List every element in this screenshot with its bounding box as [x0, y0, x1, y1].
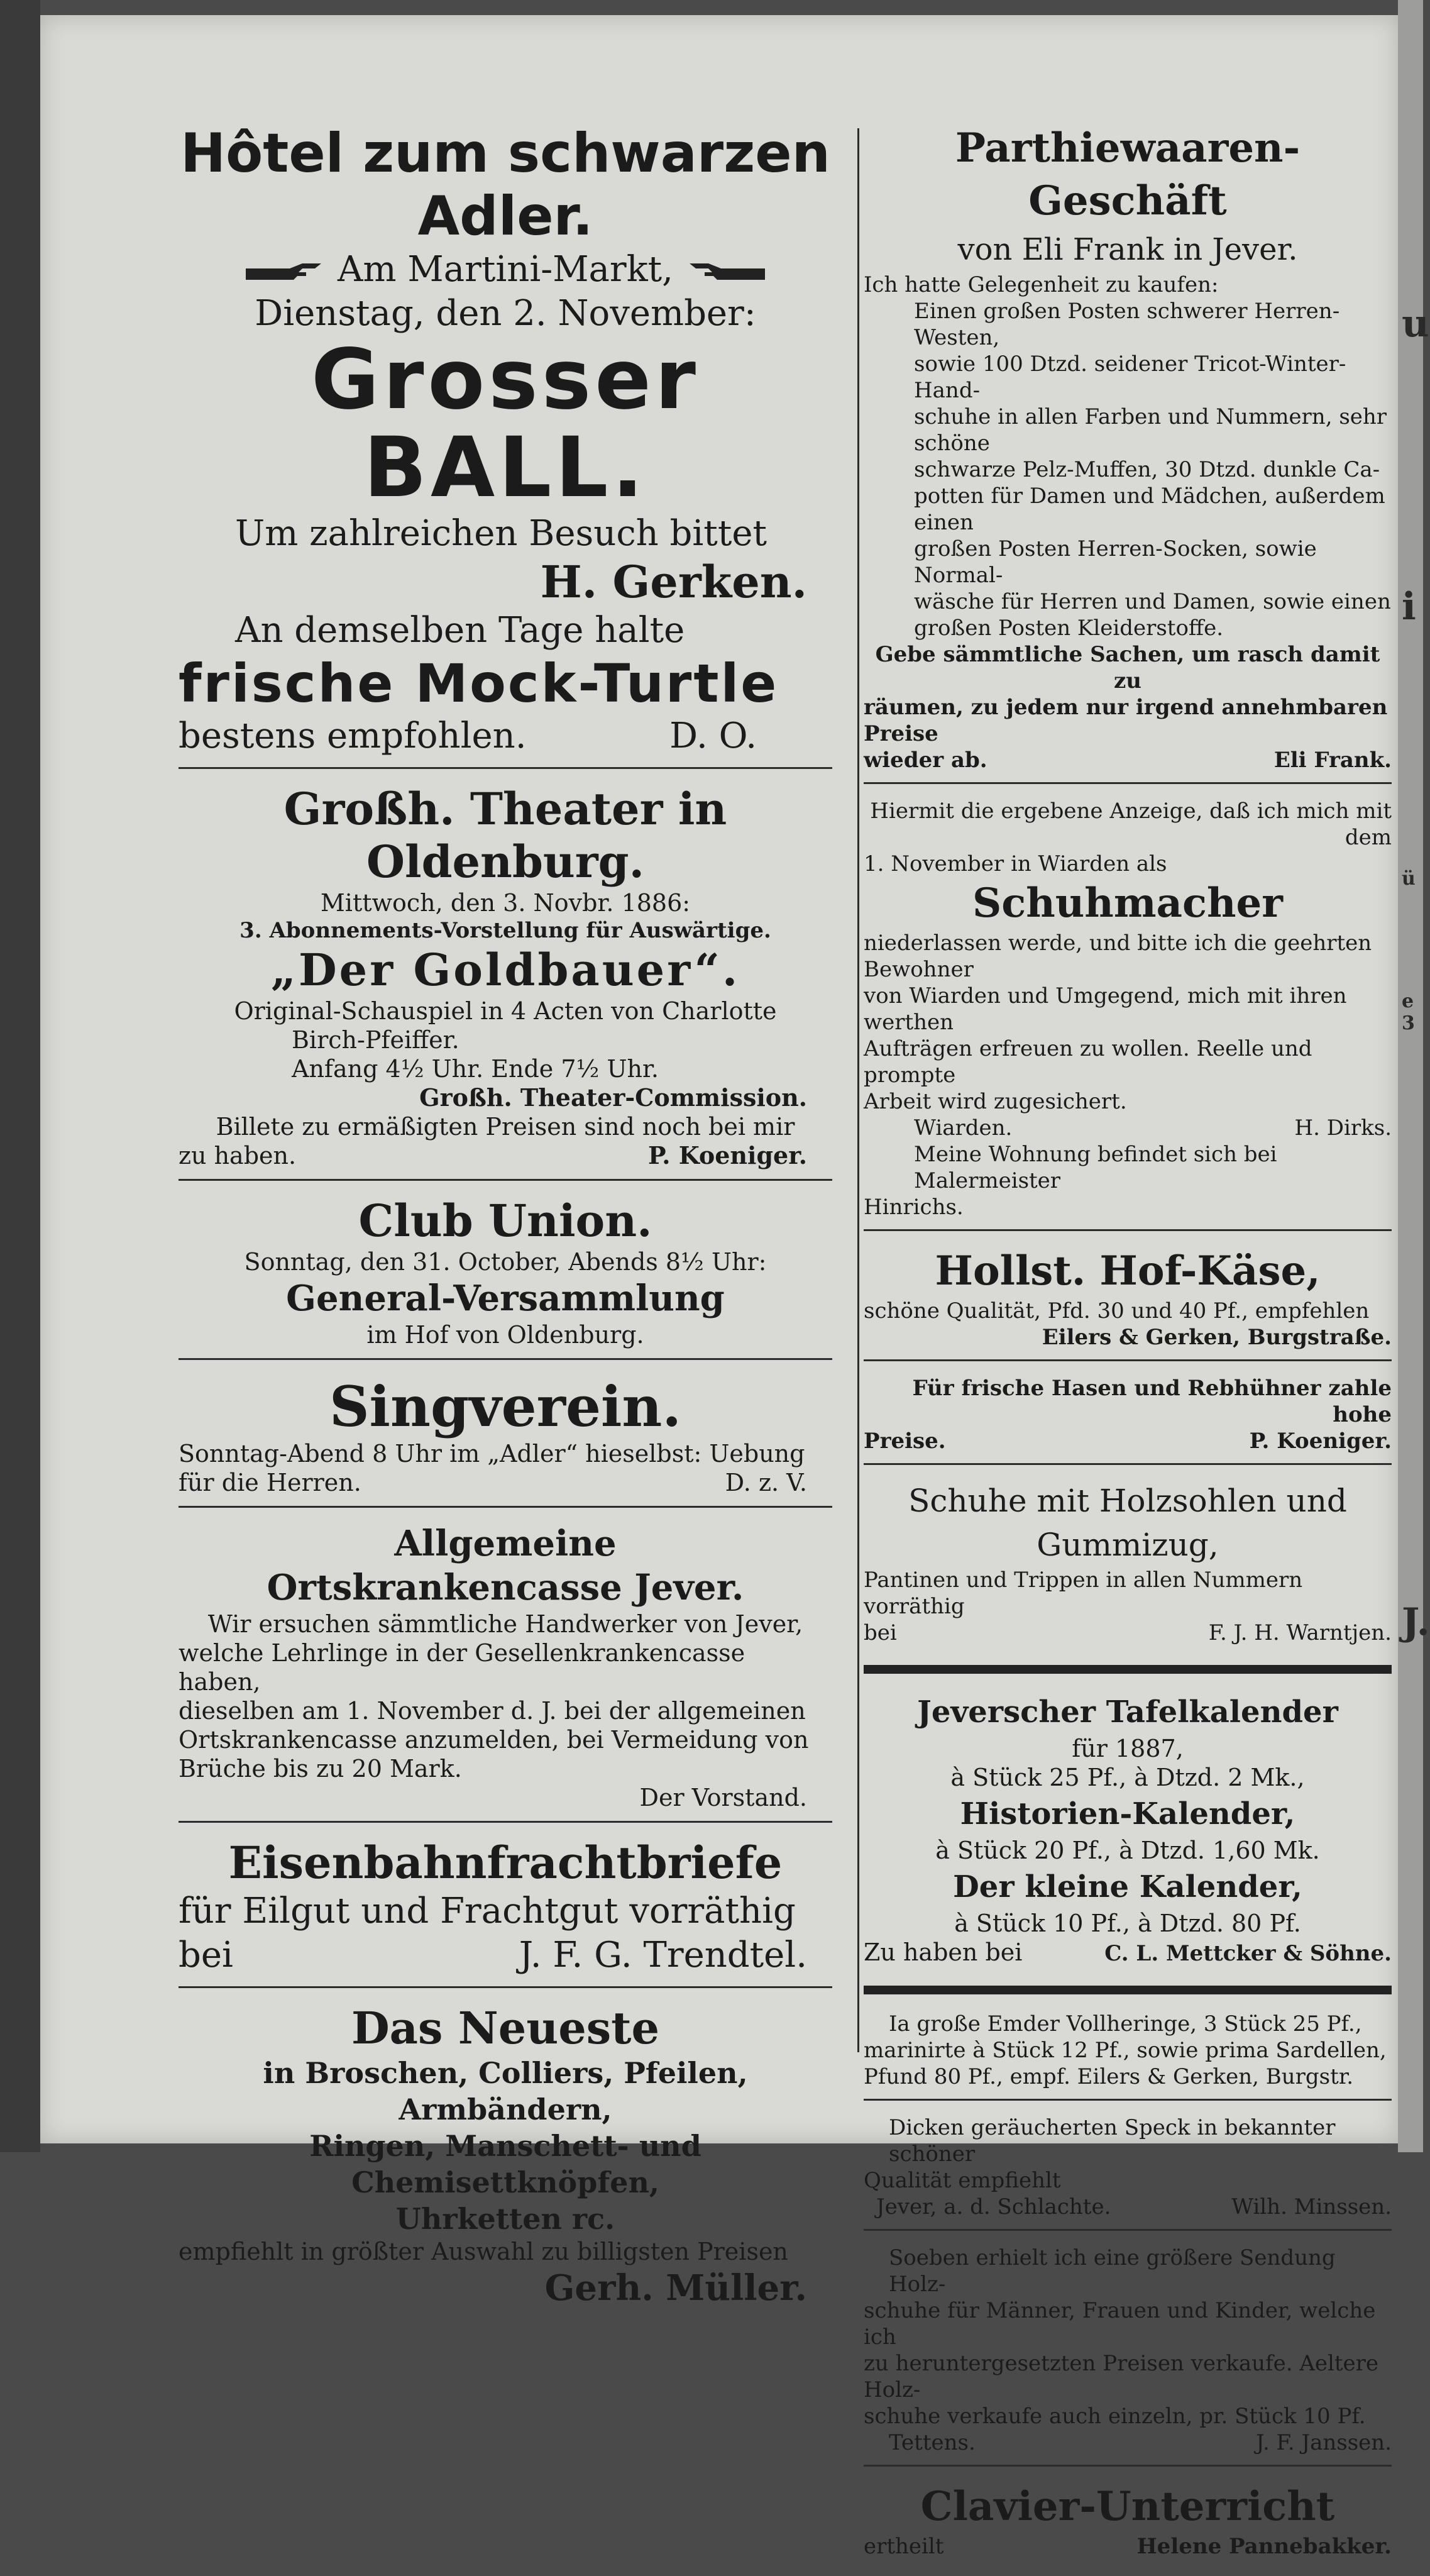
ad-title: Clavier-Unterricht [920, 2483, 1335, 2530]
ad-heringe [864, 2004, 1392, 2101]
heavy-rule [864, 1665, 1392, 1674]
ad-desc-1: Original-Schauspiel in 4 Acten von Charlotte [234, 997, 777, 1025]
fragment-2: i [1402, 585, 1416, 629]
pointing-hand-right-icon [245, 260, 326, 285]
ad-line-7: wäsche für Herren und Damen, sowie einen [914, 589, 1391, 614]
ad-abonnement: 3. Abonnements-Vorstellung für Auswärtige. [239, 918, 771, 943]
ad-title: Eisenbahnfrachtbriefe [228, 1837, 783, 1889]
ad-line-2: für die Herren. [179, 1469, 361, 1496]
ad-line-8: großen Posten Kleiderstoffe. [914, 616, 1224, 641]
ad-title: Das Neueste [351, 2002, 660, 2054]
ad-line-1: Hiermit die ergebene Anzeige, daß ich mich mit dem [870, 799, 1392, 850]
ad-text-4: Ortskrankencasse anzumelden, bei Vermeidung von [179, 1726, 809, 1754]
heavy-rule [864, 1986, 1392, 1994]
ad-line-2: schuhe für Männer, Frauen und Kinder, welche ich [864, 2298, 1376, 2350]
ad-line-6: Arbeit wird zugesichert. [864, 1089, 1127, 1114]
ad-title-2: Ortskrankencasse Jever. [267, 1567, 744, 1608]
ad-invite: Um zahlreichen Besuch bittet [235, 513, 767, 554]
ad-place: Jever, a. d. Schlachte. [876, 2194, 1111, 2219]
ad-title: Club Union. [358, 1195, 652, 1247]
ad-title: Schuhmacher [972, 880, 1283, 927]
ad-line-4: schuhe verkaufe auch einzeln, pr. Stück 10 Pf. [864, 2404, 1366, 2429]
ad-line-1: für 1887, [1072, 1735, 1184, 1762]
ad-signature: P. Koeniger. [1249, 1429, 1392, 1454]
ad-signature: Wilh. Minssen. [1231, 2194, 1392, 2219]
adjacent-page-edge [1398, 0, 1430, 2152]
ad-date: Dienstag, den 2. November: [255, 293, 756, 334]
ad-clavier [864, 2474, 1392, 2568]
ad-play-title: „Der Goldbauer“. [270, 944, 740, 996]
ad-line-2: Ringen, Manschett- und Chemisettknöpfen, [309, 2129, 701, 2199]
ad-line-3: Pfund 80 Pf., empf. Eilers & Gerken, Burgstr. [864, 2064, 1354, 2089]
ad-title: Parthiewaaren-Geschäft [955, 124, 1301, 224]
ad-headline-ball: Grosser BALL. [311, 331, 700, 516]
ad-kalender [864, 1684, 1392, 1976]
ad-line-3: Uhrketten rc. [395, 2202, 615, 2236]
ad-place: Wiarden. [914, 1115, 1013, 1141]
ad-ertheilt: ertheilt [864, 2534, 944, 2559]
ad-line-9: Gebe sämmtliche Sachen, um rasch damit zu [875, 642, 1380, 694]
ad-time: Anfang 4½ Uhr. Ende 7½ Uhr. [292, 1055, 659, 1083]
ad-text-1: Wir ersuchen sämmtliche Handwerker von Jever, [207, 1610, 803, 1638]
ad-event: General-Versammlung [286, 1278, 725, 1319]
ad-line-5: potten für Damen und Mädchen, außerdem einen [914, 484, 1385, 535]
ad-title-1: Allgemeine [394, 1523, 617, 1564]
ad-line-4: von Wiarden und Umgegend, mich mit ihren werthen [864, 983, 1347, 1035]
ad-line-11: wieder ab. [864, 748, 987, 773]
ad-text-2: welche Lehrlinge in der Gesellenkrankencasse haben, [179, 1639, 745, 1696]
ad-title: Jeverscher Tafelkalender [917, 1694, 1338, 1730]
ad-hof-kaese [864, 1239, 1392, 1361]
ad-line-0: Ich hatte Gelegenheit zu kaufen: [864, 272, 1219, 297]
left-column [179, 116, 832, 2326]
ad-commission: Großh. Theater-Commission. [419, 1083, 807, 1112]
right-column [864, 116, 1392, 2576]
ad-hotel-adler [179, 116, 832, 769]
ad-signature: Gerh. Müller. [544, 2267, 807, 2309]
ad-heading-2: Historien-Kalender, [960, 1796, 1295, 1832]
ad-line-2: marinirte à Stück 12 Pf., sowie prima Sardellen, [864, 2038, 1387, 2063]
scan-edge [0, 0, 40, 2152]
ad-signature: Eli Frank. [1273, 748, 1392, 773]
ad-line-1: für Eilgut und Frachtgut vorräthig [179, 1891, 796, 1932]
ad-signature: F. J. H. Warntjen. [1208, 1620, 1392, 1645]
ad-eisenbahnfrachtbriefe [179, 1830, 832, 1988]
ad-line-9: Hinrichs. [864, 1195, 964, 1220]
ad-schuhmacher [864, 792, 1392, 1231]
ad-signature: C. L. Mettcker & Söhne. [1104, 1941, 1392, 1966]
ad-title: Hôtel zum schwarzen Adler. [180, 122, 830, 248]
ad-place: Tettens. [889, 2430, 976, 2455]
ad-title: Schuhe mit Holzsohlen und Gummizug, [908, 1483, 1347, 1563]
ad-title: Hollst. Hof-Käse, [935, 1247, 1321, 1295]
ad-text-3: dieselben am 1. November d. J. bei der allgemeinen [179, 1697, 806, 1725]
ad-line-1: Einen großen Posten schwerer Herren-Westen, [914, 299, 1340, 350]
ad-theater [179, 777, 832, 1181]
ad-line-6: großen Posten Herren-Socken, sowie Normal- [914, 536, 1317, 588]
ad-line-3: à Stück 20 Pf., à Dtzd. 1,60 Mk. [935, 1837, 1320, 1864]
ad-have: zu haben. [179, 1142, 297, 1169]
ad-line-1: in Broschen, Colliers, Pfeilen, Armbändern, [263, 2056, 748, 2126]
ad-signature: H. Dirks. [1294, 1115, 1392, 1141]
ad-holzsohlen [864, 1473, 1392, 1655]
ad-line-4: schwarze Pelz-Muffen, 30 Dtzd. dunkle Ca- [914, 457, 1380, 482]
ad-text-5: Brüche bis zu 20 Mark. [179, 1755, 462, 1783]
ad-line-1: schöne Qualität, Pfd. 30 und 40 Pf., empfehlen [864, 1298, 1370, 1324]
ad-line-8: Meine Wohnung befindet sich bei Malermeister [914, 1142, 1277, 1193]
ad-signature: Eilers & Gerken, Burgstraße. [1042, 1325, 1392, 1350]
newspaper-page [40, 15, 1398, 2559]
ad-club-union [179, 1188, 832, 1360]
ad-title: Großh. Theater in Oldenburg. [283, 783, 727, 888]
ad-title: Singverein. [329, 1374, 681, 1439]
ad-line-4: empfiehlt in größter Auswahl zu billigsten Preisen [179, 2238, 788, 2265]
ad-signature: Der Vorstand. [639, 1784, 807, 1811]
ad-date: Mittwoch, den 3. Novbr. 1886: [320, 889, 691, 917]
ad-line-10: räumen, zu jedem nur irgend annehmbaren Preise [864, 695, 1388, 746]
ad-line-1: Pantinen und Trippen in allen Nummern vorräthig [864, 1567, 1303, 1619]
ad-ortskrankencasse [179, 1515, 832, 1823]
ad-line-2: Qualität empfiehlt [864, 2168, 1061, 2193]
ad-line-2: Preise. [864, 1429, 946, 1454]
ad-line-1: Soeben erhielt ich eine größere Sendung Holz- [889, 2245, 1336, 2297]
ad-initials: D. O. [669, 716, 757, 756]
ad-heading-3: Der kleine Kalender, [953, 1869, 1302, 1904]
ad-line-2: 1. November in Wiarden als [864, 851, 1167, 876]
ad-mock-turtle: frische Mock-Turtle [179, 653, 779, 714]
ad-line-1: Für frische Hasen und Rebhühner zahle hohe [912, 1376, 1392, 1427]
ad-parthiewaaren [864, 116, 1392, 784]
ad-seller: P. Koeniger. [647, 1141, 807, 1169]
ad-signature: J. F. G. Trendtel. [519, 1935, 807, 1976]
pointing-hand-left-icon [685, 260, 766, 285]
ad-line-1: Dicken geräucherten Speck in bekannter schöner [889, 2115, 1336, 2167]
ad-line-1: Ia große Emder Vollheringe, 3 Stück 25 Pf., [889, 2011, 1362, 2037]
fragment-3: ü [1402, 868, 1416, 890]
ad-signature: D. z. V. [725, 1469, 807, 1496]
ad-line-3: niederlassen werde, und bitte ich die geehrten Bewohner [864, 931, 1372, 982]
ad-singverein [179, 1368, 832, 1508]
ad-signature: J. F. Janssen. [1255, 2430, 1392, 2455]
ad-line-1: Sonntag-Abend 8 Uhr im „Adler“ hieselbst: Uebung [179, 1440, 805, 1468]
ad-line-4: à Stück 10 Pf., à Dtzd. 80 Pf. [954, 1910, 1301, 1937]
ad-hasen [864, 1369, 1392, 1465]
ad-subtitle: Am Martini-Markt, [338, 249, 673, 290]
ad-also: An demselben Tage halte [235, 610, 685, 651]
ad-line-2: à Stück 25 Pf., à Dtzd. 2 Mk., [950, 1764, 1305, 1791]
ad-bei: bei [864, 1620, 897, 1645]
ad-line-2: sowie 100 Dtzd. seidener Tricot-Winter-Hand- [914, 351, 1346, 403]
column-divider [857, 128, 859, 2052]
fragment-4: e 3 [1402, 990, 1415, 1034]
ad-subtitle: von Eli Frank in Jever. [957, 232, 1298, 267]
ad-speck [864, 2108, 1392, 2231]
ad-place: im Hof von Oldenburg. [366, 1321, 644, 1349]
ad-line-3: zu heruntergesetzten Preisen verkaufe. Aeltere Holz- [864, 2351, 1379, 2402]
ad-line-3: schuhe in allen Farben und Nummern, sehr schöne [914, 404, 1387, 456]
ad-tickets: Billete zu ermäßigten Preisen sind noch bei mir [216, 1113, 795, 1141]
fragment-1: u [1402, 302, 1429, 346]
ad-line-5: Aufträgen erfreuen zu wollen. Reelle und prompte [864, 1036, 1312, 1088]
ad-bei: Zu haben bei [864, 1938, 1023, 1966]
ad-date: Sonntag, den 31. October, Abends 8½ Uhr: [244, 1248, 767, 1276]
ad-das-neueste [179, 1996, 832, 2319]
ad-bei: bei [179, 1935, 233, 1976]
ad-signature: H. Gerken. [540, 556, 807, 608]
fragment-5: J. [1402, 1600, 1430, 1644]
ad-holzschuhe [864, 2238, 1392, 2467]
ad-recommend: bestens empfohlen. [179, 716, 527, 756]
ad-desc-2: Birch-Pfeiffer. [292, 1026, 459, 1054]
ad-signature: Helene Pannebakker. [1136, 2534, 1392, 2559]
